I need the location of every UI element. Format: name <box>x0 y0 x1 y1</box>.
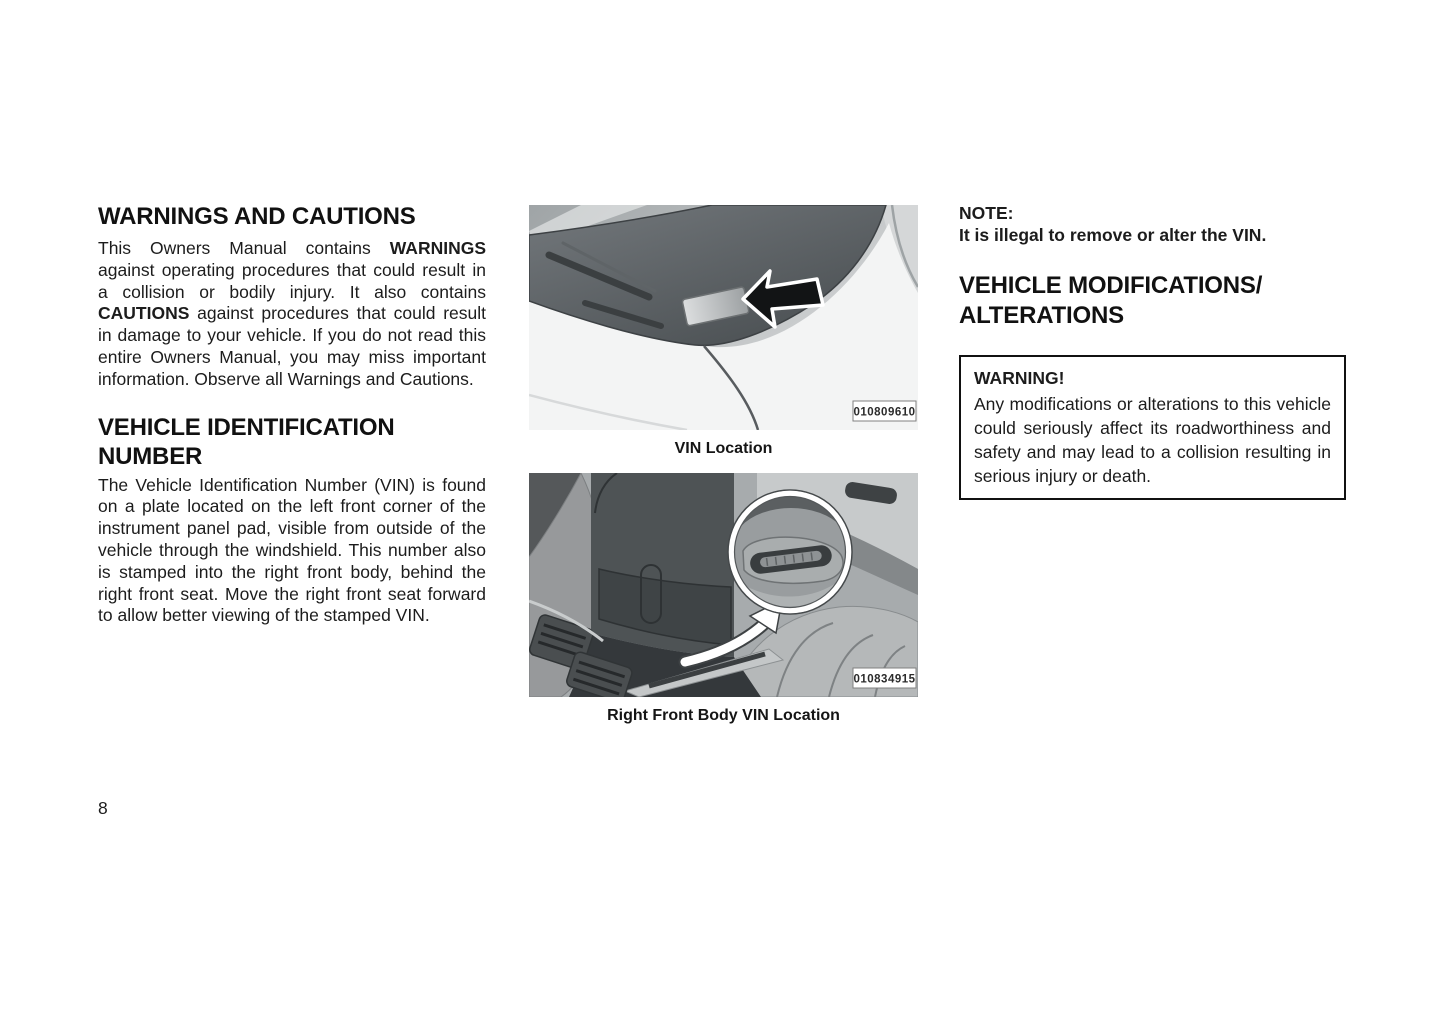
paragraph-fragment: This Owners Manual contains <box>98 238 390 258</box>
left-column <box>98 202 486 627</box>
middle-column <box>529 205 918 726</box>
page-number: 8 <box>98 798 108 818</box>
bold-warnings-word: WARNINGS <box>389 238 486 258</box>
warning-box <box>959 355 1346 500</box>
vehicle-modifications-heading <box>959 271 1346 331</box>
right-column <box>959 202 1346 500</box>
heading-line-2: ALTERATIONS <box>959 302 1124 329</box>
note-label: NOTE: <box>959 203 1014 223</box>
figure-vin-location-caption: VIN Location <box>674 440 773 457</box>
figure-right-front-body-caption: Right Front Body VIN Location <box>607 707 840 724</box>
image-id-text: 010809610 <box>853 406 916 419</box>
warning-box-text: Any modifications or alterations to this vehicle could seriously affect its roadworthiness and safety and may lead to a collision resulting in serious injury or death. <box>974 394 1331 486</box>
vin-location-illustration <box>529 205 918 430</box>
section-vehicle-identification-number <box>98 413 486 628</box>
warning-box-title: WARNING! <box>974 368 1065 388</box>
vin-paragraph: The Vehicle Identification Number (VIN) is found on a plate located on the left front corner of the instrument panel pad, visible from outside of the vehicle through the windshield. This number also is stamped into the right front body, behind the right front seat. Move the right front seat forward to allow better viewing of the stamped VIN. <box>98 474 486 626</box>
warnings-cautions-paragraph <box>98 238 486 391</box>
vin-heading: VEHICLE IDENTIFICATION NUMBER <box>98 413 395 470</box>
image-id-text: 010834915 <box>853 673 916 686</box>
paragraph-fragment: against operating procedures that could result in a collision or bodily injury. It also contains <box>98 259 486 302</box>
section-warnings-cautions <box>98 202 486 391</box>
warnings-cautions-heading: WARNINGS AND CAUTIONS <box>98 203 416 230</box>
image-id-badge <box>853 668 916 688</box>
bold-cautions-word: CAUTIONS <box>98 303 190 324</box>
figure-vin-location <box>529 205 918 459</box>
note-text: It is illegal to remove or alter the VIN. <box>959 225 1267 245</box>
heading-line-1: VEHICLE MODIFICATIONS/ <box>959 272 1263 299</box>
paragraph-fragment: against procedures that could result in damage to your vehicle. If you do not read this entire Owners Manual, you may miss important information. Observe all Warnings and Cautions. <box>98 303 486 389</box>
figure-right-front-body-vin <box>529 473 918 726</box>
image-id-badge <box>853 401 916 421</box>
right-front-body-illustration <box>529 473 918 697</box>
